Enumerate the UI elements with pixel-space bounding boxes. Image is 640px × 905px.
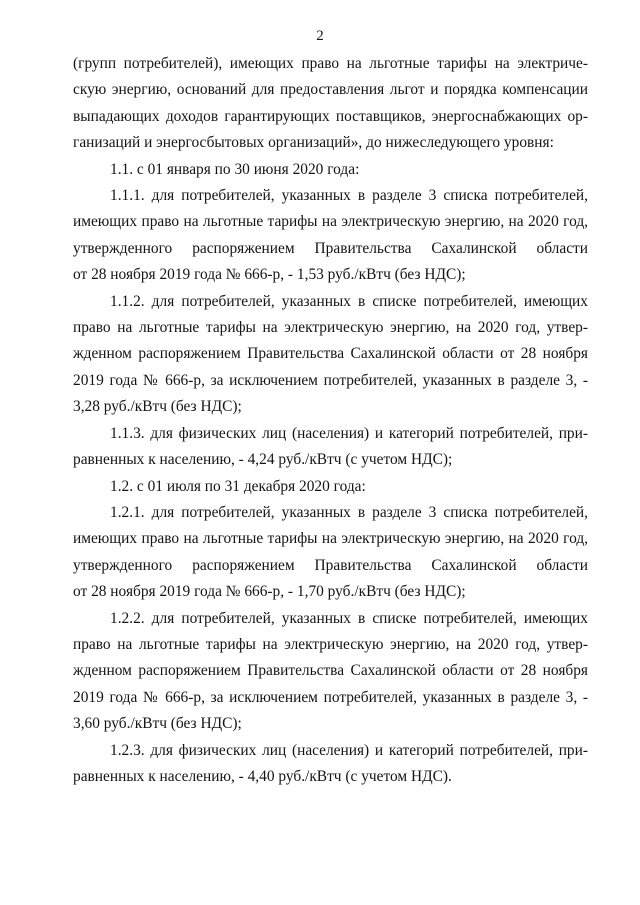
text-line: равненных к населению, - 4,24 руб./кВтч (с учетом НДС);	[73, 451, 453, 469]
text-line: 1.2.1. для потребителей, указанных в разделе 3 списка потребителей,	[110, 503, 588, 521]
text-line: 2019 года № 666-р, за исключением потребителей, указанных в разделе 3, -	[73, 371, 588, 389]
text-line: 2019 года № 666-р, за исключением потребителей, указанных в разделе 3, -	[73, 688, 588, 706]
document-body	[73, 51, 588, 790]
text-line: право на льготные тарифы на электрическую энергию, на 2020 год, утвер-	[73, 319, 588, 337]
text-line: утвержденного распоряжением Правительства Сахалинской области	[73, 556, 588, 574]
text-line: 1.2.2. для потребителей, указанных в списке потребителей, имеющих	[110, 609, 588, 627]
page-number: 2	[316, 28, 324, 44]
paragraph-1-1-heading	[73, 157, 588, 183]
text-line: 1.1.3. для физических лиц (населения) и категорий потребителей, при-	[110, 424, 588, 442]
text-line: от 28 ноября 2019 года № 666-р, - 1,53 руб./кВтч (без НДС);	[73, 266, 466, 284]
text-line: 1.1. с 01 января по 30 июня 2020 года:	[110, 160, 360, 178]
paragraph-1-2-3	[73, 738, 588, 791]
text-line: 1.2. с 01 июля по 31 декабря 2020 года:	[110, 477, 366, 495]
text-line: ганизаций и энергосбытовых организаций», до нижеследующего уровня:	[73, 134, 554, 152]
paragraph-1-2-heading	[73, 474, 588, 500]
text-line: жденном распоряжением Правительства Сахалинской области от 28 ноября	[73, 345, 588, 363]
text-line: имеющих право на льготные тарифы на электрическую энергию, на 2020 год,	[73, 530, 588, 548]
text-line: от 28 ноября 2019 года № 666-р, - 1,70 руб./кВтч (без НДС);	[73, 583, 466, 601]
text-line: 1.1.1. для потребителей, указанных в разделе 3 списка потребителей,	[110, 187, 588, 205]
text-line: жденном распоряжением Правительства Сахалинской области от 28 ноября	[73, 662, 588, 680]
text-line: 3,28 руб./кВтч (без НДС);	[73, 398, 242, 416]
paragraph-1-1-1	[73, 183, 588, 289]
paragraph-1-1-2	[73, 289, 588, 421]
text-line: 1.1.2. для потребителей, указанных в списке потребителей, имеющих	[110, 292, 588, 310]
text-line: имеющих право на льготные тарифы на электрическую энергию, на 2020 год,	[73, 213, 588, 231]
text-line: выпадающих доходов гарантирующих поставщиков, энергоснабжающих ор-	[73, 107, 588, 125]
paragraph-intro-continuation	[73, 51, 588, 157]
text-line: утвержденного распоряжением Правительства Сахалинской области	[73, 239, 588, 257]
paragraph-1-2-1	[73, 500, 588, 606]
paragraph-1-1-3	[73, 421, 588, 474]
text-line: право на льготные тарифы на электрическую энергию, на 2020 год, утвер-	[73, 635, 588, 653]
text-line: 3,60 руб./кВтч (без НДС);	[73, 715, 242, 733]
text-line: скую энергию, оснований для предоставления льгот и порядка компенсации	[73, 81, 588, 99]
text-line: равненных к населению, - 4,40 руб./кВтч (с учетом НДС).	[73, 767, 452, 785]
text-line: 1.2.3. для физических лиц (населения) и категорий потребителей, при-	[110, 741, 588, 759]
paragraph-1-2-2	[73, 606, 588, 738]
text-line: (групп потребителей), имеющих право на льготные тарифы на электриче-	[73, 55, 588, 72]
